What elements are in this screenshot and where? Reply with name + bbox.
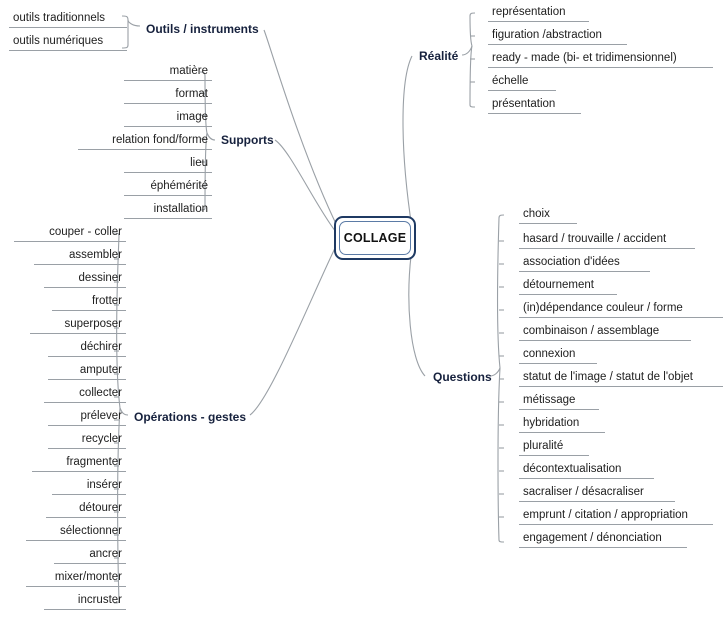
node-label: collecter: [79, 387, 122, 399]
branch-label: Supports: [221, 133, 274, 147]
node-item[interactable]: [48, 362, 126, 380]
node-label: relation fond/forme: [112, 134, 208, 146]
node-label: éphémérité: [150, 180, 208, 192]
node-label: ready - made (bi- et tridimensionnel): [492, 52, 677, 64]
branch-label: Réalité: [419, 49, 459, 63]
node-item[interactable]: [26, 569, 126, 587]
node-item[interactable]: [488, 4, 589, 22]
node-label: représentation: [492, 6, 566, 18]
branch-label: Opérations - gestes: [134, 410, 247, 424]
node-item[interactable]: [519, 277, 617, 295]
node-item[interactable]: [9, 33, 127, 51]
node-label: sacraliser / désacraliser: [523, 486, 644, 498]
node-label: métissage: [523, 394, 576, 406]
node-label: figuration /abstraction: [492, 29, 602, 41]
node-label: pluralité: [523, 440, 564, 452]
branch-questions[interactable]: [430, 369, 495, 387]
branch-outils-instruments[interactable]: [143, 21, 262, 39]
node-item[interactable]: [124, 109, 212, 127]
node-item[interactable]: [46, 500, 126, 518]
node-label: emprunt / citation / appropriation: [523, 509, 688, 521]
node-item[interactable]: [48, 339, 126, 357]
node-item[interactable]: [78, 132, 212, 150]
node-item[interactable]: [32, 454, 126, 472]
node-item[interactable]: [488, 27, 627, 45]
node-item[interactable]: [54, 546, 126, 564]
node-label: hasard / trouvaille / accident: [523, 233, 667, 245]
node-item[interactable]: [519, 484, 675, 502]
node-item[interactable]: [519, 415, 605, 433]
node-label: choix: [523, 208, 550, 220]
node-item[interactable]: [519, 346, 597, 364]
node-label: échelle: [492, 75, 529, 87]
node-item[interactable]: [52, 477, 126, 495]
branch-label: Outils / instruments: [146, 22, 259, 36]
node-label: format: [175, 88, 208, 100]
node-label: insérer: [86, 479, 122, 491]
node-label: amputer: [79, 364, 122, 376]
node-item[interactable]: [519, 438, 589, 456]
node-label: fragmenter: [66, 456, 122, 468]
node-label: frotter: [91, 295, 122, 307]
node-label: prélever: [80, 410, 122, 422]
node-label: statut de l'image / statut de l'objet: [523, 371, 693, 383]
node-item[interactable]: [14, 224, 126, 242]
node-item[interactable]: [519, 206, 577, 224]
branch-operations-gestes[interactable]: [131, 409, 249, 427]
branch-realite[interactable]: [416, 48, 461, 66]
node-item[interactable]: [488, 50, 713, 68]
node-label: détourer: [79, 502, 122, 514]
node-label: recycler: [81, 433, 122, 445]
node-label: détournement: [523, 279, 594, 291]
node-item[interactable]: [519, 300, 723, 318]
branch-supports[interactable]: [218, 132, 277, 150]
node-label: présentation: [492, 98, 556, 110]
node-label: sélectionner: [59, 525, 122, 537]
node-item[interactable]: [488, 73, 556, 91]
node-label: engagement / dénonciation: [523, 532, 662, 544]
node-item[interactable]: [519, 530, 687, 548]
node-label: installation: [153, 203, 208, 215]
node-item[interactable]: [519, 254, 650, 272]
node-label: outils numériques: [13, 35, 104, 47]
node-item[interactable]: [519, 323, 691, 341]
node-label: couper - coller: [49, 226, 122, 238]
node-label: incruster: [77, 594, 122, 606]
node-item[interactable]: [519, 461, 654, 479]
node-item[interactable]: [519, 369, 723, 387]
node-label: outils traditionnels: [13, 12, 106, 24]
node-label: décontextualisation: [523, 463, 622, 475]
node-item[interactable]: [488, 96, 581, 114]
node-label: association d'idées: [523, 256, 620, 268]
node-label: (in)dépendance couleur / forme: [523, 302, 683, 314]
node-label: combinaison / assemblage: [523, 325, 660, 337]
center-node-collage[interactable]: [334, 216, 416, 260]
node-item[interactable]: [124, 201, 212, 219]
node-label: matière: [169, 65, 208, 77]
node-item[interactable]: [44, 592, 126, 610]
node-label: mixer/monter: [54, 571, 122, 583]
node-item[interactable]: [519, 392, 599, 410]
node-item[interactable]: [44, 385, 126, 403]
node-label: connexion: [523, 348, 576, 360]
node-item[interactable]: [519, 231, 695, 249]
node-item[interactable]: [48, 408, 126, 426]
node-label: superposer: [64, 318, 122, 330]
node-label: ancrer: [89, 548, 122, 560]
node-item[interactable]: [52, 293, 126, 311]
node-label: image: [176, 111, 208, 123]
node-item[interactable]: [124, 178, 212, 196]
node-label: assembler: [68, 249, 122, 261]
node-item[interactable]: [44, 270, 126, 288]
node-label: lieu: [190, 157, 208, 169]
node-item[interactable]: [519, 507, 713, 525]
node-item[interactable]: [34, 247, 126, 265]
center-node-label: COLLAGE: [343, 231, 407, 245]
node-label: déchirer: [80, 341, 122, 353]
node-item[interactable]: [124, 63, 212, 81]
node-item[interactable]: [124, 86, 212, 104]
node-item[interactable]: [30, 316, 126, 334]
node-item[interactable]: [48, 431, 126, 449]
branch-label: Questions: [433, 370, 492, 384]
node-label: hybridation: [523, 417, 580, 429]
node-item[interactable]: [124, 155, 212, 173]
node-item[interactable]: [9, 10, 127, 28]
node-item[interactable]: [26, 523, 126, 541]
node-label: dessiner: [78, 272, 122, 284]
